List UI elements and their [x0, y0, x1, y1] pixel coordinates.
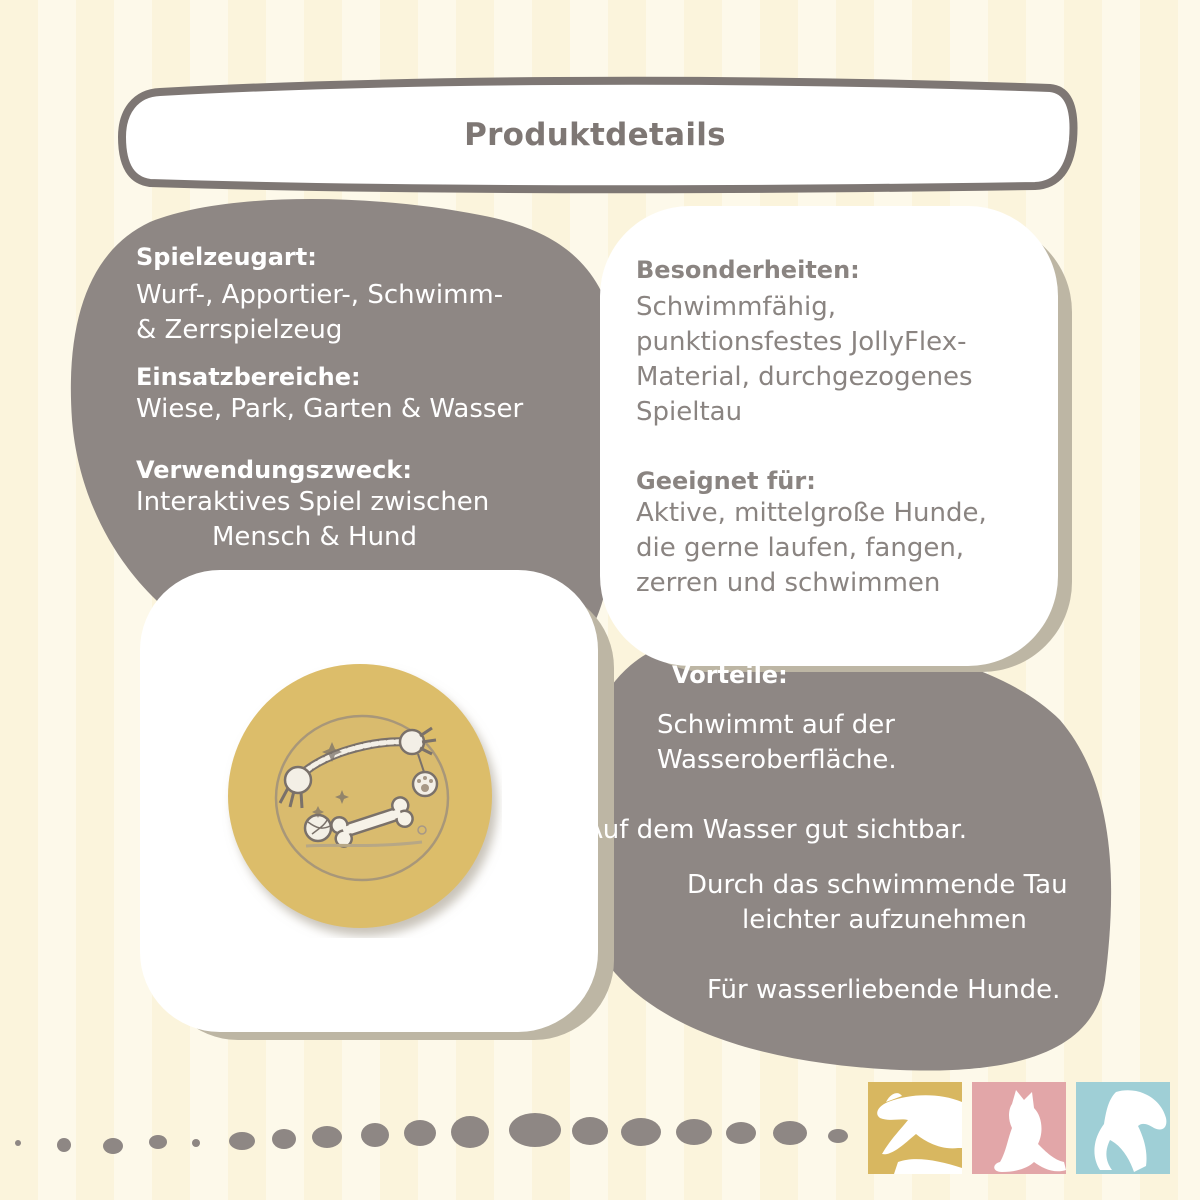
besonderheiten-line-2: punktionsfestes JollyFlex- [636, 327, 967, 357]
vorteil-2: Auf dem Wasser gut sichtbar. [585, 815, 967, 845]
vorteil-4: Für wasserliebende Hunde. [707, 975, 1061, 1005]
geeignet-label: Geeignet für: [636, 467, 816, 495]
vorteile-label: Vorteile: [672, 661, 788, 689]
verwendungszweck-block [136, 455, 596, 555]
spielzeugart-value-line-2: & Zerrspielzeug [136, 315, 343, 345]
vorteil-1-line-2: Wasseroberfläche. [657, 745, 897, 775]
geeignet-line-1: Aktive, mittelgroße Hunde, [636, 498, 987, 528]
spielzeugart-label: Spielzeugart: [136, 243, 317, 271]
besonderheiten-line-1: Schwimmfähig, [636, 292, 836, 322]
einsatzbereiche-value: Wiese, Park, Garten & Wasser [136, 394, 524, 424]
page-title: Produktdetails [464, 117, 726, 153]
geeignet-block [636, 466, 1046, 601]
vorteil-1-line-1: Schwimmt auf der [657, 710, 895, 740]
paw-trail [15, 1113, 848, 1154]
geeignet-line-2: die gerne laufen, fangen, [636, 533, 965, 563]
besonderheiten-line-3: Material, durchgezogenes [636, 362, 973, 392]
verwendungszweck-label: Verwendungszweck: [136, 456, 412, 484]
verwendungszweck-value-line-1: Interaktives Spiel zwischen [136, 487, 490, 517]
spielzeugart-block [136, 242, 596, 348]
vorteil-3-line-1: Durch das schwimmende Tau [687, 870, 1068, 900]
besonderheiten-label: Besonderheiten: [636, 256, 860, 284]
einsatzbereiche-block [136, 362, 596, 427]
besonderheiten-block [636, 255, 1046, 430]
vorteil-3-line-2: leichter aufzunehmen [742, 905, 1027, 935]
cat-icon [972, 1082, 1066, 1174]
besonderheiten-line-4: Spieltau [636, 397, 743, 427]
horse-icon [1076, 1082, 1170, 1174]
einsatzbereiche-label: Einsatzbereiche: [136, 363, 361, 391]
dog-icon [868, 1082, 962, 1174]
toy-icon [222, 658, 502, 938]
spielzeugart-value-line-1: Wurf-, Apportier-, Schwimm- [136, 280, 504, 310]
geeignet-line-3: zerren und schwimmen [636, 568, 941, 598]
verwendungszweck-value-line-2: Mensch & Hund [212, 522, 418, 552]
